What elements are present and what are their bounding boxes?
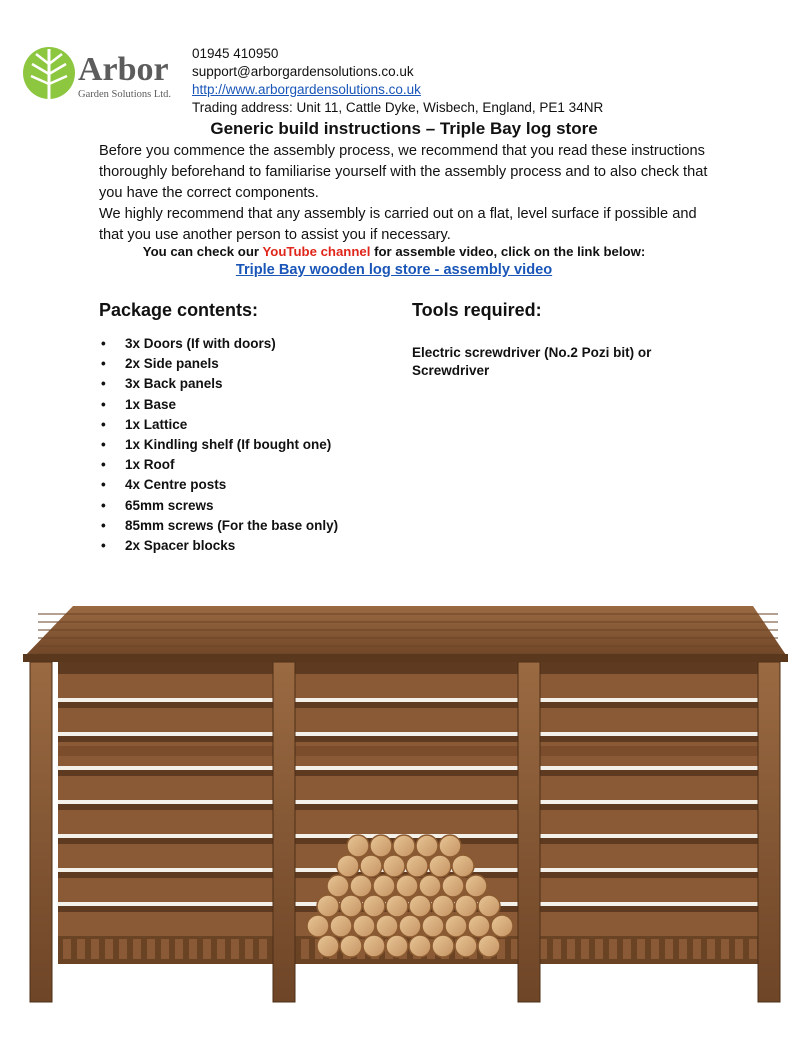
log xyxy=(409,895,431,917)
base-slat xyxy=(581,939,589,959)
package-item-label: 3x Doors (If with doors) xyxy=(125,336,276,351)
package-item xyxy=(99,435,338,455)
base-slat xyxy=(609,939,617,959)
base-slat xyxy=(749,939,757,959)
video-prefix: You can check our xyxy=(142,244,263,259)
slat-gap xyxy=(58,766,758,770)
leaf-icon xyxy=(23,47,75,99)
log xyxy=(393,835,415,857)
log xyxy=(363,895,385,917)
log xyxy=(340,895,362,917)
video-suffix: for assemble video, click on the link below: xyxy=(370,244,646,259)
bullet-icon: • xyxy=(101,356,106,372)
log xyxy=(478,935,500,957)
package-item-label: 4x Centre posts xyxy=(125,477,227,493)
package-item xyxy=(99,496,338,516)
log xyxy=(353,915,375,937)
log xyxy=(399,915,421,937)
kindling-shelf xyxy=(58,746,758,756)
package-item-label: 65mm screws xyxy=(125,497,214,513)
log xyxy=(406,855,428,877)
package-item-label: 2x Spacer blocks xyxy=(125,537,236,553)
log xyxy=(455,935,477,957)
base-slat xyxy=(175,939,183,959)
post xyxy=(273,662,295,1002)
phone: 01945 410950 xyxy=(192,46,279,61)
bullet-icon: • xyxy=(101,336,106,351)
log xyxy=(432,895,454,917)
bullet-icon: • xyxy=(101,457,106,473)
base-slat xyxy=(721,939,729,959)
bullet-icon: • xyxy=(101,497,106,513)
package-item-label: 85mm screws (For the base only) xyxy=(125,517,339,533)
website-link[interactable]: http://www.arborgardensolutions.co.uk xyxy=(192,82,421,97)
base-slat xyxy=(553,939,561,959)
package-item xyxy=(99,536,338,556)
base-slat xyxy=(665,939,673,959)
package-item xyxy=(99,475,338,495)
post xyxy=(758,662,780,1002)
log xyxy=(373,875,395,897)
log xyxy=(360,855,382,877)
log xyxy=(327,875,349,897)
base-slat xyxy=(637,939,645,959)
base-slat xyxy=(77,939,85,959)
package-item xyxy=(99,415,338,435)
tools-text: Electric screwdriver (No.2 Pozi bit) or Screwdriver xyxy=(412,345,652,378)
post xyxy=(30,662,52,1002)
base-slat xyxy=(595,939,603,959)
base-slat xyxy=(105,939,113,959)
log xyxy=(347,835,369,857)
log xyxy=(383,855,405,877)
log xyxy=(468,915,490,937)
base-slat xyxy=(231,939,239,959)
package-item-label: 1x Base xyxy=(125,396,177,412)
log xyxy=(465,875,487,897)
trading-address: Trading address: Unit 11, Cattle Dyke, Wisbech, England, PE1 34NR xyxy=(192,100,604,115)
package-item-label: 1x Lattice xyxy=(125,416,188,432)
log xyxy=(422,915,444,937)
log-store-photo xyxy=(18,596,790,1006)
logo-tagline: Garden Solutions Ltd. xyxy=(78,89,172,100)
log xyxy=(386,935,408,957)
package-item xyxy=(99,354,338,374)
base-slat xyxy=(259,939,267,959)
video-callout xyxy=(0,244,788,259)
base-slat xyxy=(217,939,225,959)
arbor-logo xyxy=(22,44,182,102)
tools-heading: Tools required: xyxy=(412,300,542,320)
logo-brand: Arbor xyxy=(78,51,169,88)
package-item-label: 1x Roof xyxy=(125,457,175,473)
log xyxy=(409,935,431,957)
log xyxy=(491,915,513,937)
log xyxy=(337,855,359,877)
page-title: Generic build instructions – Triple Bay log store xyxy=(210,119,598,138)
post xyxy=(518,662,540,1002)
log xyxy=(455,895,477,917)
bullet-icon: • xyxy=(101,376,106,392)
package-item-label: 1x Kindling shelf (If bought one) xyxy=(125,436,332,452)
base-slat xyxy=(91,939,99,959)
base-slat xyxy=(651,939,659,959)
log xyxy=(445,915,467,937)
slat-gap xyxy=(58,800,758,804)
package-item xyxy=(99,334,338,354)
intro-paragraph-1: Before you commence the assembly process, we recommend that you read these instructions thoroughly beforehand to familiarise yourself with the assembly process and to also check that you have the correct components. xyxy=(99,143,708,201)
package-item xyxy=(99,455,338,475)
back-slat xyxy=(58,810,758,834)
log xyxy=(376,915,398,937)
base-slat xyxy=(203,939,211,959)
youtube-channel-link[interactable]: YouTube channel xyxy=(262,244,371,259)
email[interactable]: support@arborgardensolutions.co.uk xyxy=(192,64,414,79)
log xyxy=(330,915,352,937)
base-slat xyxy=(679,939,687,959)
slat-gap xyxy=(58,698,758,702)
log xyxy=(432,935,454,957)
log xyxy=(439,835,461,857)
log xyxy=(340,935,362,957)
package-item-label: 2x Side panels xyxy=(125,356,219,372)
log xyxy=(317,895,339,917)
base-slat xyxy=(161,939,169,959)
bullet-icon: • xyxy=(101,537,106,553)
log xyxy=(307,915,329,937)
base-slat xyxy=(735,939,743,959)
back-slat xyxy=(58,708,758,732)
log xyxy=(442,875,464,897)
bullet-icon: • xyxy=(101,477,106,493)
log xyxy=(416,835,438,857)
roof-edge xyxy=(23,654,788,662)
log xyxy=(350,875,372,897)
log xyxy=(429,855,451,877)
base-slat xyxy=(189,939,197,959)
log xyxy=(396,875,418,897)
base-slat xyxy=(623,939,631,959)
log xyxy=(386,895,408,917)
base-slat xyxy=(119,939,127,959)
bullet-icon: • xyxy=(101,517,106,533)
back-slat xyxy=(58,776,758,800)
base-slat xyxy=(133,939,141,959)
bullet-icon: • xyxy=(101,416,106,432)
assembly-video-link[interactable]: Triple Bay wooden log store - assembly video xyxy=(235,262,553,278)
package-heading: Package contents: xyxy=(99,300,259,320)
intro-paragraph-2: We highly recommend that any assembly is carried out on a flat, level surface if possible and that you use another person to assist you if necessary. xyxy=(99,206,697,243)
package-list xyxy=(99,334,338,556)
base-slat xyxy=(567,939,575,959)
package-item xyxy=(99,395,338,415)
package-item xyxy=(99,374,338,394)
package-item xyxy=(99,516,338,536)
back-slat xyxy=(58,674,758,698)
log xyxy=(419,875,441,897)
base-slat xyxy=(245,939,253,959)
base-slat xyxy=(707,939,715,959)
base-slat xyxy=(301,939,309,959)
base-slat xyxy=(693,939,701,959)
log xyxy=(363,935,385,957)
log xyxy=(478,895,500,917)
log xyxy=(317,935,339,957)
log xyxy=(452,855,474,877)
base-slat xyxy=(147,939,155,959)
bullet-icon: • xyxy=(101,436,106,452)
package-item-label: 3x Back panels xyxy=(125,376,223,392)
base-slat xyxy=(63,939,71,959)
log xyxy=(370,835,392,857)
slat-gap xyxy=(58,732,758,736)
bullet-icon: • xyxy=(101,396,106,412)
